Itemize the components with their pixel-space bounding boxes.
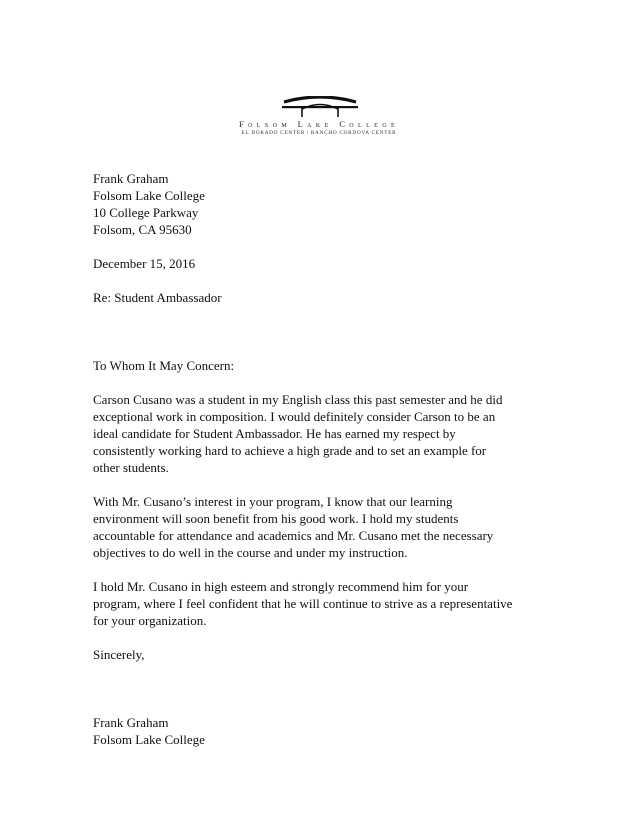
paragraph-line: ideal candidate for Student Ambassador. He has earned my respect by xyxy=(93,426,456,441)
paragraph-line: I hold Mr. Cusano in high esteem and strongly recommend him for your xyxy=(93,579,469,594)
paragraph-line: exceptional work in composition. I would definitely consider Carson to be an xyxy=(93,409,496,424)
sender-street: 10 College Parkway xyxy=(93,205,199,220)
letter-subject: Re: Student Ambassador xyxy=(93,290,222,305)
paragraph-line: With Mr. Cusano’s interest in your program, I know that our learning xyxy=(93,494,453,509)
paragraph-line: program, where I feel confident that he will continue to strive as a representative xyxy=(93,596,513,611)
closing: Sincerely, xyxy=(93,647,145,662)
paragraph-line: other students. xyxy=(93,460,169,475)
paragraph-1 xyxy=(93,391,553,476)
paragraph-line: Carson Cusano was a student in my English class this past semester and he did xyxy=(93,392,503,407)
signature-name: Frank Graham xyxy=(93,715,169,730)
sender-name: Frank Graham xyxy=(93,171,169,186)
signature-block xyxy=(93,714,553,748)
sender-city: Folsom, CA 95630 xyxy=(93,222,192,237)
arch-logo-icon xyxy=(280,96,360,120)
paragraph-2 xyxy=(93,493,553,561)
college-logo xyxy=(0,92,638,140)
letter-body xyxy=(93,170,553,748)
salutation: To Whom It May Concern: xyxy=(93,358,235,373)
paragraph-line: environment will soon benefit from his good work. I hold my students xyxy=(93,511,459,526)
logo-centers-subtitle: EL DORADO CENTER | RANCHO CORDOVA CENTER xyxy=(241,130,397,136)
logo-college-name: Folsom Lake College xyxy=(238,119,400,129)
paragraph-line: consistently working hard to achieve a high grade and to set an example for xyxy=(93,443,487,458)
sender-address xyxy=(93,170,553,238)
signature-institution: Folsom Lake College xyxy=(93,732,205,747)
paragraph-line: accountable for attendance and academics and Mr. Cusano met the necessary xyxy=(93,528,494,543)
sender-institution: Folsom Lake College xyxy=(93,188,205,203)
paragraph-line: objectives to do well in the course and under my instruction. xyxy=(93,545,408,560)
paragraph-line: for your organization. xyxy=(93,613,207,628)
letter-date: December 15, 2016 xyxy=(93,256,196,271)
paragraph-3 xyxy=(93,578,553,629)
